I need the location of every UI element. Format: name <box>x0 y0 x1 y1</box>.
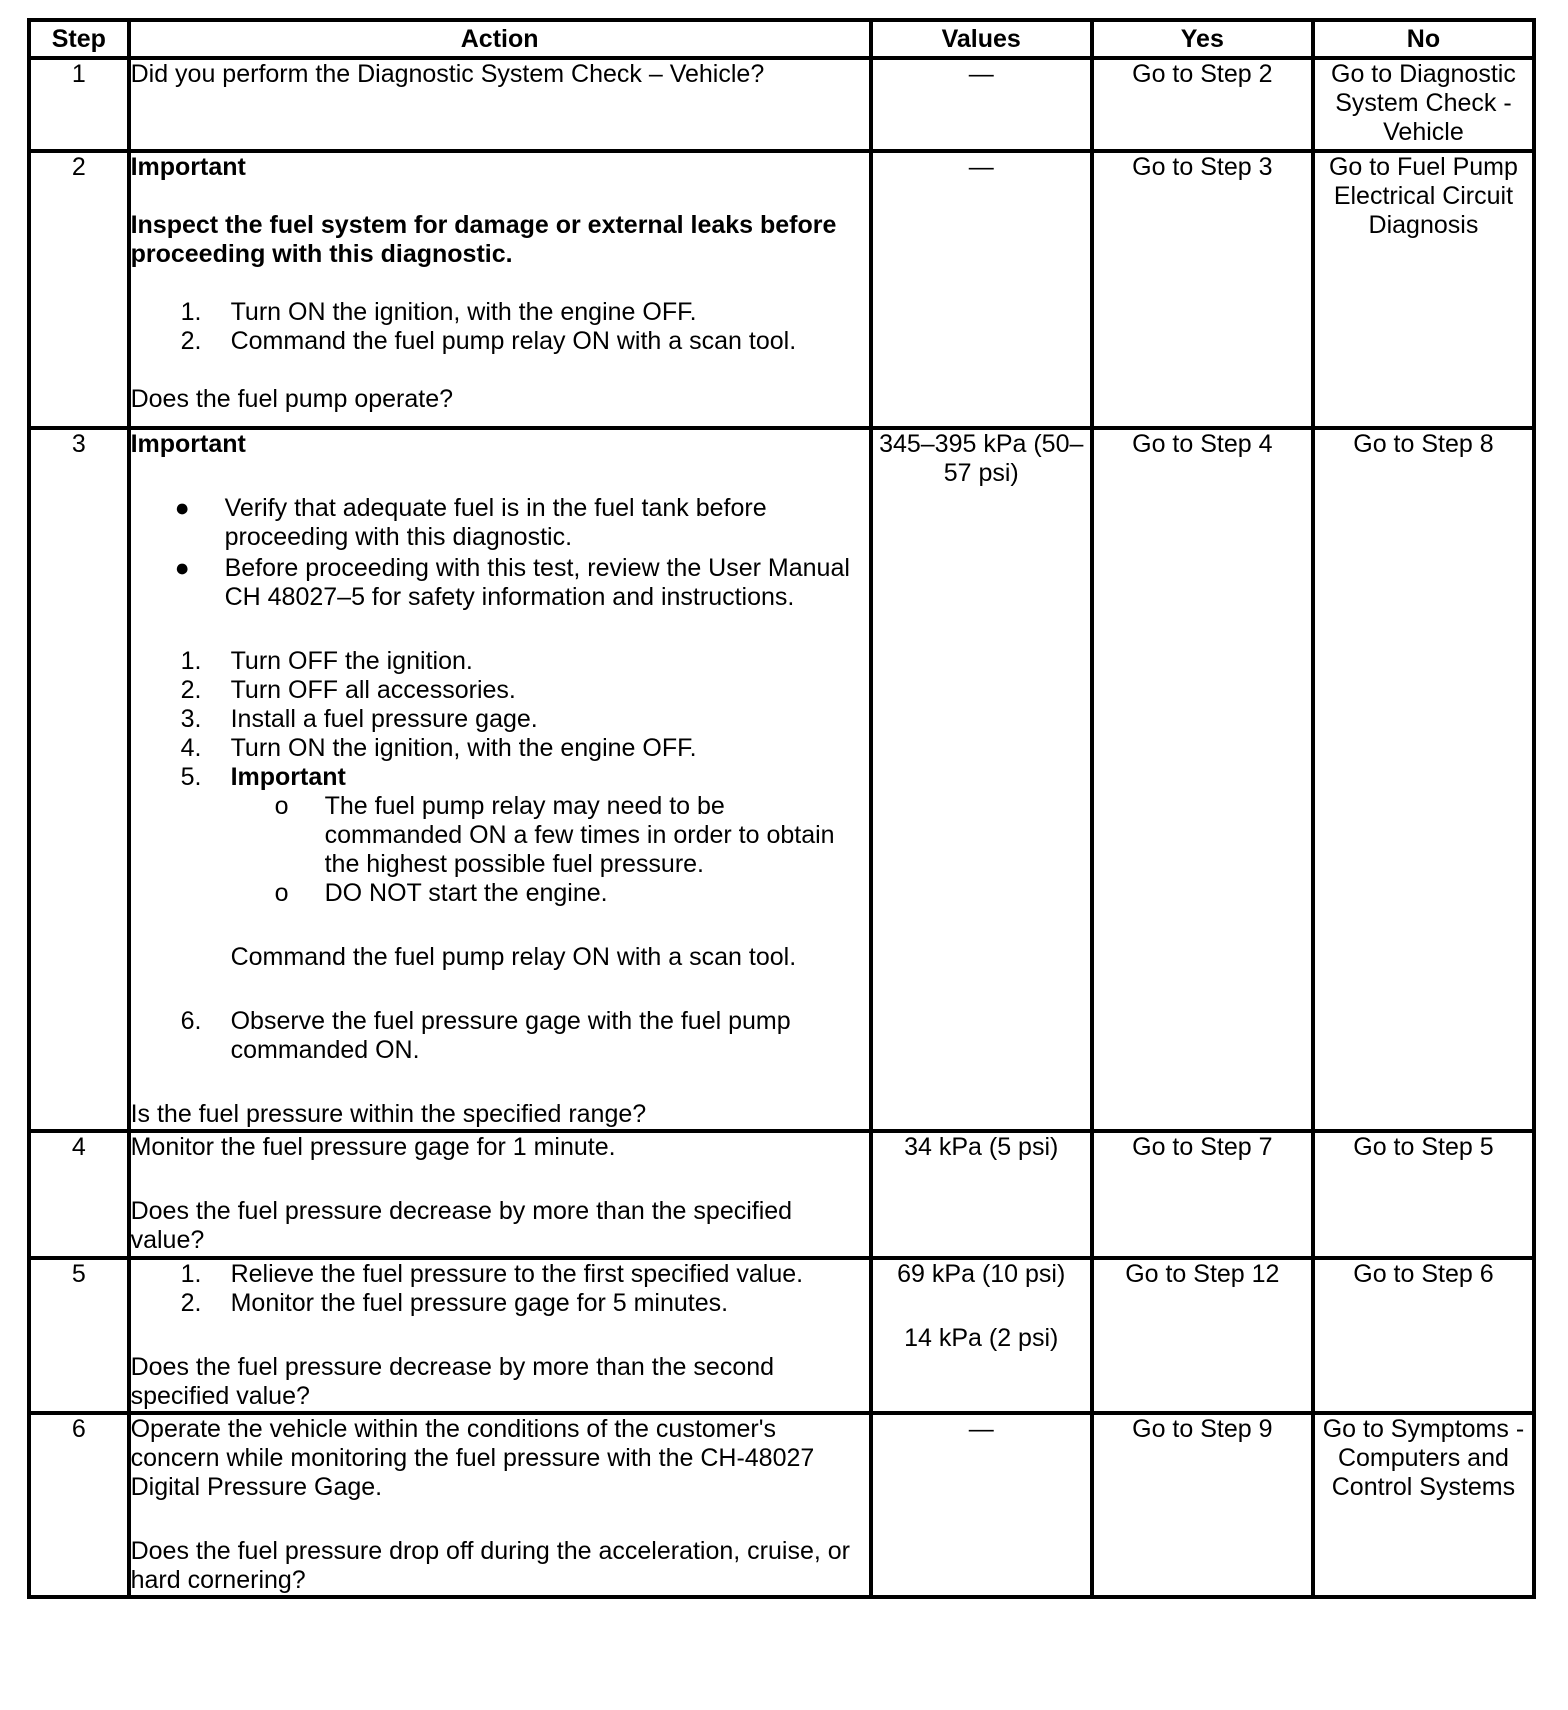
value-cell: — <box>871 1413 1092 1597</box>
list-number: 6. <box>180 1007 202 1035</box>
list-number: 1. <box>180 298 202 326</box>
question-text: Does the fuel pressure decrease by more than the specified value? <box>130 1197 793 1254</box>
list-item <box>131 647 869 676</box>
important-label: Important <box>130 153 246 181</box>
action-cell <box>129 58 871 151</box>
important-label: Important <box>130 430 246 458</box>
list-item <box>131 1289 869 1318</box>
list-number: 4. <box>180 734 202 762</box>
question-text: Is the fuel pressure within the specified range? <box>130 1100 647 1128</box>
sub-bullet-text: The fuel pump relay may need to be commanded ON a few times in order to obtain the highest possible fuel pressure. <box>324 792 835 878</box>
list-item <box>131 763 869 792</box>
list-text: Turn OFF all accessories. <box>230 676 516 704</box>
value-cell <box>871 1258 1092 1413</box>
value-cell: — <box>871 151 1092 428</box>
action-cell <box>129 1131 871 1258</box>
step-number: 4 <box>29 1131 129 1258</box>
bullet-text: Verify that adequate fuel is in the fuel tank before proceeding with this diagnostic. <box>224 494 767 551</box>
no-link[interactable]: Go to Step 6 <box>1313 1258 1534 1413</box>
value-first: 69 kPa (10 psi) <box>897 1260 1066 1288</box>
yes-link[interactable]: Go to Step 7 <box>1092 1131 1313 1258</box>
question-text: Does the fuel pump operate? <box>130 385 454 413</box>
step5-text: Command the fuel pump relay ON with a scan tool. <box>230 943 797 971</box>
bullet-item <box>131 494 869 552</box>
list-number: 1. <box>180 647 202 675</box>
table-row-step-5 <box>29 1258 1534 1413</box>
list-text: Relieve the fuel pressure to the first specified value. <box>230 1260 804 1288</box>
list-text: Turn ON the ignition, with the engine OFF. <box>230 298 697 326</box>
header-no: No <box>1313 20 1534 58</box>
action-cell <box>129 151 871 428</box>
yes-link[interactable]: Go to Step 9 <box>1092 1413 1313 1597</box>
list-text: Turn OFF the ignition. <box>230 647 473 675</box>
list-number: 1. <box>180 1260 202 1288</box>
question-text: Did you perform the Diagnostic System Check – Vehicle? <box>130 60 765 88</box>
bullet-item <box>131 554 869 612</box>
no-link[interactable]: Go to Diagnostic System Check - Vehicle <box>1313 58 1534 151</box>
sub-bullet-icon: o <box>274 792 289 820</box>
list-item <box>131 327 869 356</box>
header-yes: Yes <box>1092 20 1313 58</box>
value-cell: 34 kPa (5 psi) <box>871 1131 1092 1258</box>
instruction-text: Operate the vehicle within the conditions of the customer's concern while monitoring the fuel pressure with the CH-48027 Digital Pressure Gage. <box>130 1415 815 1501</box>
list-text: Install a fuel pressure gage. <box>230 705 538 733</box>
no-link[interactable]: Go to Step 5 <box>1313 1131 1534 1258</box>
list-item <box>131 676 869 705</box>
yes-link[interactable]: Go to Step 3 <box>1092 151 1313 428</box>
list-item <box>131 1260 869 1289</box>
table-row-step-2 <box>29 151 1534 428</box>
question-text: Does the fuel pressure decrease by more than the second specified value? <box>130 1353 775 1410</box>
list-item <box>131 734 869 763</box>
bullet-text: Before proceeding with this test, review the User Manual CH 48027–5 for safety information and instructions. <box>224 554 850 611</box>
list-text-important: Important <box>230 763 346 791</box>
action-cell <box>129 428 871 1131</box>
list-number: 5. <box>180 763 202 791</box>
sub-bullet-icon: o <box>274 879 289 907</box>
value-cell: 345–395 kPa (50–57 psi) <box>871 428 1092 1131</box>
sub-bullet-text: DO NOT start the engine. <box>324 879 608 907</box>
header-action: Action <box>129 20 871 58</box>
list-number: 2. <box>180 327 202 355</box>
important-text: Inspect the fuel system for damage or external leaks before proceeding with this diagnostic. <box>130 211 837 268</box>
yes-link[interactable]: Go to Step 12 <box>1092 1258 1313 1413</box>
step-number: 3 <box>29 428 129 1131</box>
no-link[interactable]: Go to Fuel Pump Electrical Circuit Diagnosis <box>1313 151 1534 428</box>
value-second: 14 kPa (2 psi) <box>904 1324 1059 1352</box>
bullet-icon: ● <box>174 554 190 582</box>
sub-bullet-item <box>131 792 869 879</box>
header-values: Values <box>871 20 1092 58</box>
action-cell <box>129 1413 871 1597</box>
sub-bullet-item <box>131 879 869 908</box>
list-text: Command the fuel pump relay ON with a scan tool. <box>230 327 797 355</box>
list-item <box>131 298 869 327</box>
step-number: 2 <box>29 151 129 428</box>
table-row-step-1 <box>29 58 1534 151</box>
list-text: Monitor the fuel pressure gage for 5 minutes. <box>230 1289 729 1317</box>
table-row-step-6 <box>29 1413 1534 1597</box>
list-item <box>131 1007 869 1065</box>
header-step: Step <box>29 20 129 58</box>
list-item <box>131 705 869 734</box>
list-text: Turn ON the ignition, with the engine OFF. <box>230 734 697 762</box>
header-row <box>29 20 1534 58</box>
value-cell: — <box>871 58 1092 151</box>
bullet-icon: ● <box>174 494 190 522</box>
diagnostic-table <box>27 18 1536 1599</box>
step-number: 6 <box>29 1413 129 1597</box>
list-number: 2. <box>180 676 202 704</box>
yes-link[interactable]: Go to Step 4 <box>1092 428 1313 1131</box>
step-number: 5 <box>29 1258 129 1413</box>
table-row-step-4 <box>29 1131 1534 1258</box>
list-number: 2. <box>180 1289 202 1317</box>
no-link[interactable]: Go to Symptoms - Computers and Control Systems <box>1313 1413 1534 1597</box>
list-number: 3. <box>180 705 202 733</box>
no-link[interactable]: Go to Step 8 <box>1313 428 1534 1131</box>
instruction-text: Monitor the fuel pressure gage for 1 minute. <box>130 1133 616 1161</box>
table-row-step-3 <box>29 428 1534 1131</box>
action-cell <box>129 1258 871 1413</box>
list-text: Observe the fuel pressure gage with the fuel pump commanded ON. <box>230 1007 791 1064</box>
question-text: Does the fuel pressure drop off during the acceleration, cruise, or hard cornering? <box>130 1537 850 1594</box>
step-number: 1 <box>29 58 129 151</box>
yes-link[interactable]: Go to Step 2 <box>1092 58 1313 151</box>
